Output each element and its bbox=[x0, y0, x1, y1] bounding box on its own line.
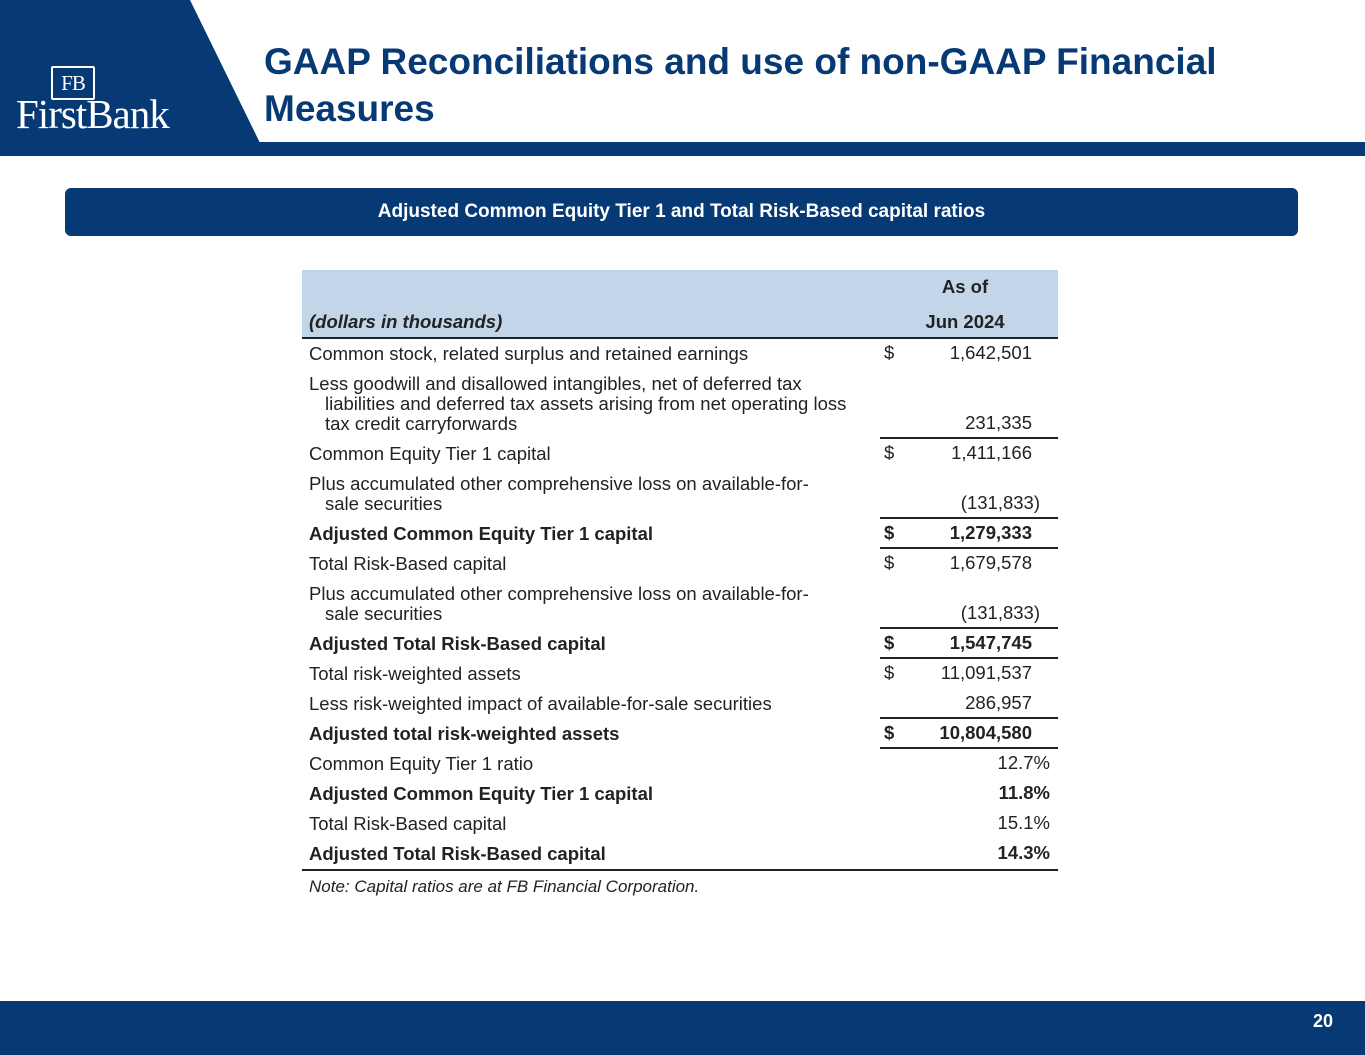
row-value: 11,091,537 bbox=[940, 662, 1032, 683]
dollar-sign: $ bbox=[884, 722, 895, 743]
dollar-sign: $ bbox=[884, 552, 895, 573]
row-value: 15.1% bbox=[997, 812, 1050, 833]
row-label: Common stock, related surplus and retained earnings bbox=[309, 343, 749, 364]
row-value: 1,279,333 bbox=[949, 522, 1032, 543]
dollar-sign: $ bbox=[884, 442, 895, 463]
row-value: 10,804,580 bbox=[939, 722, 1032, 743]
row-value: (131,833) bbox=[960, 492, 1040, 513]
row-label: Adjusted Common Equity Tier 1 capital bbox=[309, 783, 654, 804]
reconciliation-table bbox=[302, 270, 1058, 897]
row-label: Less risk-weighted impact of available-for-sale securities bbox=[309, 693, 772, 714]
row-value: 1,411,166 bbox=[951, 442, 1032, 463]
row-label: Total risk-weighted assets bbox=[309, 663, 521, 684]
table-row bbox=[302, 749, 1058, 779]
table-row bbox=[302, 719, 1058, 749]
row-value: 1,642,501 bbox=[949, 342, 1032, 363]
table-row bbox=[302, 579, 1058, 629]
row-value: 1,547,745 bbox=[949, 632, 1032, 653]
row-label: Adjusted Total Risk-Based capital bbox=[309, 633, 606, 654]
row-label: Plus accumulated other comprehensive loss on available-for- bbox=[309, 583, 809, 604]
row-value: (131,833) bbox=[960, 602, 1040, 623]
row-label: Adjusted total risk-weighted assets bbox=[309, 723, 620, 744]
row-value: 231,335 bbox=[965, 412, 1032, 433]
row-value: 1,679,578 bbox=[949, 552, 1032, 573]
table-row bbox=[302, 629, 1058, 659]
dollar-sign: $ bbox=[884, 632, 895, 653]
logo-wordmark: FirstBank bbox=[16, 91, 169, 137]
row-value: 14.3% bbox=[997, 842, 1050, 863]
table-row bbox=[302, 469, 1058, 519]
row-label: Adjusted Common Equity Tier 1 capital bbox=[309, 523, 654, 544]
row-label-continued: sale securities bbox=[325, 493, 443, 514]
page-title: GAAP Reconciliations and use of non-GAAP Financial Measures bbox=[264, 41, 1217, 129]
row-label-continued: liabilities and deferred tax assets arising from net operating loss tax credit carryforwards bbox=[325, 393, 847, 434]
section-banner: Adjusted Common Equity Tier 1 and Total Risk-Based capital ratios bbox=[65, 188, 1298, 236]
table-row bbox=[302, 689, 1058, 719]
table-row bbox=[302, 839, 1058, 869]
logo-mark: FB bbox=[51, 66, 95, 100]
table-row bbox=[302, 549, 1058, 579]
table-row bbox=[302, 339, 1058, 369]
row-label: Plus accumulated other comprehensive loss on available-for- bbox=[309, 473, 809, 494]
table-row bbox=[302, 809, 1058, 839]
row-value: 286,957 bbox=[965, 692, 1032, 713]
footer-bar bbox=[0, 1001, 1365, 1055]
table-row bbox=[302, 369, 1058, 439]
table-row bbox=[302, 659, 1058, 689]
table-note: Note: Capital ratios are at FB Financial Corporation. bbox=[309, 877, 700, 896]
row-label: Less goodwill and disallowed intangibles, net of deferred tax bbox=[309, 373, 802, 394]
column-label: (dollars in thousands) bbox=[309, 311, 503, 332]
dollar-sign: $ bbox=[884, 662, 895, 683]
row-label: Adjusted Total Risk-Based capital bbox=[309, 843, 606, 864]
row-value: 11.8% bbox=[998, 782, 1050, 803]
table-row bbox=[302, 779, 1058, 809]
table-row bbox=[302, 439, 1058, 469]
row-label: Total Risk-Based capital bbox=[309, 553, 507, 574]
column-period: Jun 2024 bbox=[925, 311, 1005, 332]
page-number: 20 bbox=[1312, 1011, 1333, 1031]
row-label: Total Risk-Based capital bbox=[309, 813, 507, 834]
dollar-sign: $ bbox=[884, 522, 895, 543]
column-asof: As of bbox=[941, 276, 989, 297]
row-label: Common Equity Tier 1 capital bbox=[309, 443, 551, 464]
table-header bbox=[302, 270, 1058, 339]
header-rule bbox=[0, 142, 1365, 156]
row-label: Common Equity Tier 1 ratio bbox=[309, 753, 534, 774]
table-row bbox=[302, 519, 1058, 549]
dollar-sign: $ bbox=[884, 342, 895, 363]
row-label-continued: sale securities bbox=[325, 603, 443, 624]
row-value: 12.7% bbox=[997, 752, 1050, 773]
